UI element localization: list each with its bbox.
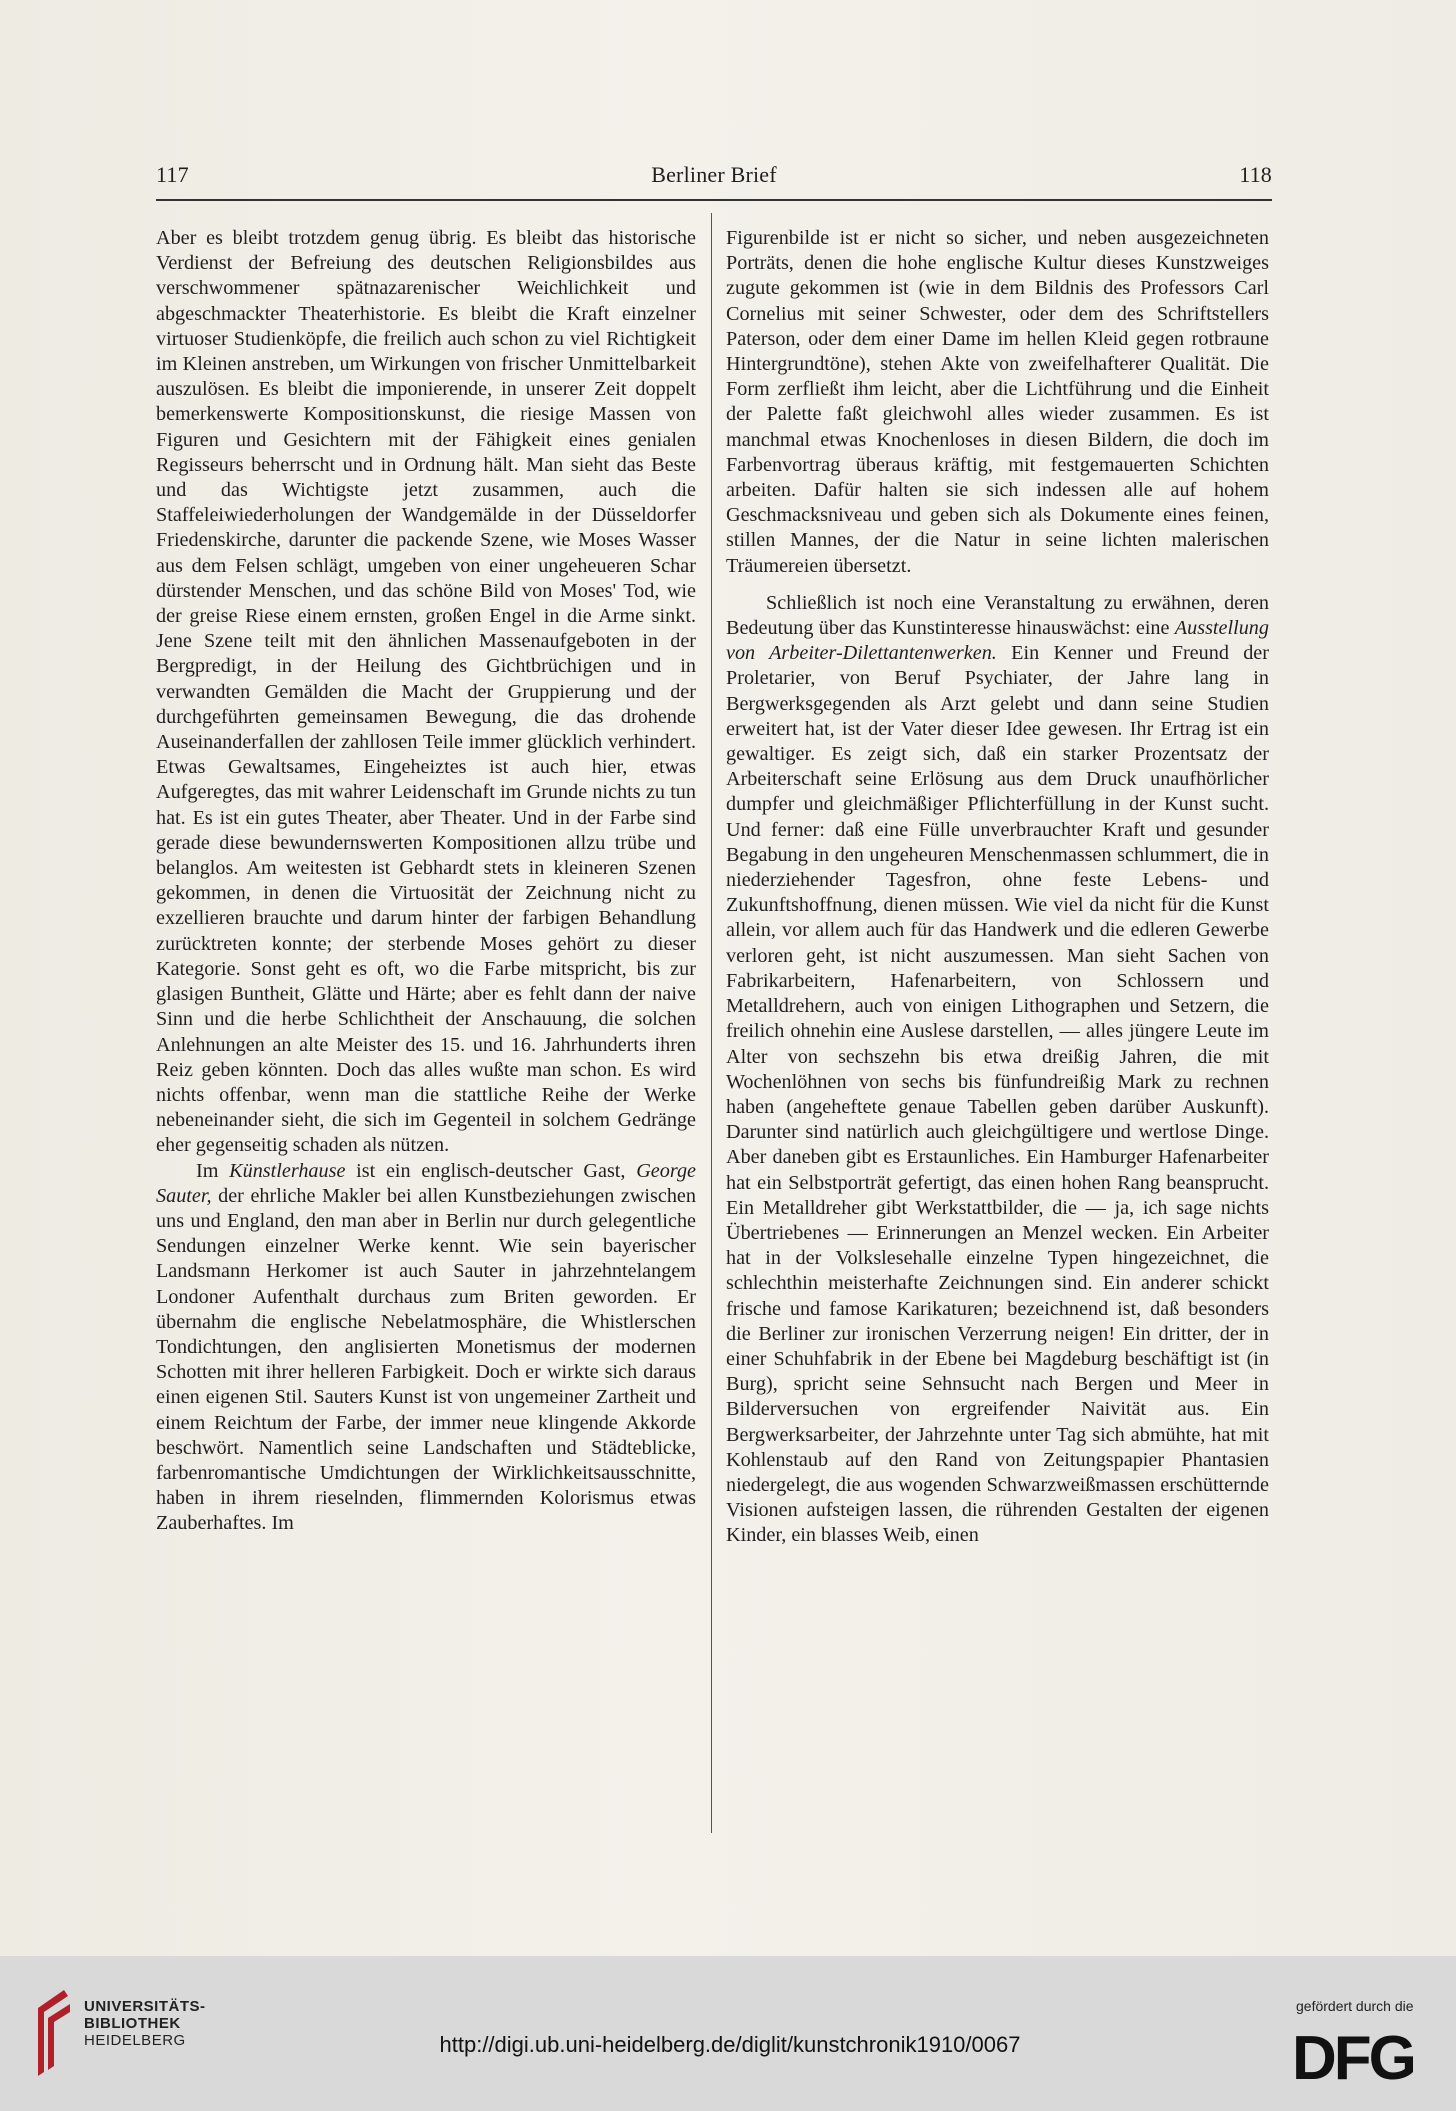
emphasis-kuenstlerhause: Künstlerhause <box>229 1159 346 1182</box>
page-number-right: 118 <box>1239 162 1272 187</box>
library-logo-icon <box>34 1986 74 2082</box>
text-run: Schließlich ist noch eine Veranstaltung zu erwähnen, deren Bedeutung über das Kunstinteresse hinauswächst: eine <box>726 591 1269 640</box>
permalink-url[interactable]: http://digi.ub.uni-heidelberg.de/diglit/kunstchronik1910/0067 <box>439 2032 1021 2057</box>
digitization-footer <box>0 1956 1456 2111</box>
right-paragraph-2 <box>726 591 1269 1549</box>
text-run: ist ein englisch-deutscher Gast, <box>345 1159 637 1182</box>
right-paragraph-1: Figurenbilde ist er nicht so sicher, und neben ausgezeichneten Porträts, denen die hohe englische Kultur dieses Kunstzweiges zugute gekommen ist (wie in dem Bildnis des Professors Carl Cornelius mit seiner Schwester, oder dem des Schriftstellers Paterson, oder dem einer Dame im hellen Kleid gegen rotbraune Hintergrundtöne), stehen Akte von zweifelhafterer Qualität. Die Form zerfließt ihm leicht, aber die Lichtführung und die Einheit der Palette faßt gleichwohl alles wieder zusammen. Es ist manchmal etwas Knochenloses in diesen Bildern, die doch im Farbenvortrag überaus kräftig, mit festgemauerten Schichten arbeiten. Dafür halten sie sich indessen alle auf hohem Geschmacksniveau und geben sich als Dokumente eines feinen, stillen Mannes, der die Natur in seine lichten malerischen Träumereien übersetzt. <box>726 227 1269 577</box>
emphasis-exhibition: Ausstellung von Arbeiter-Dilettantenwerken. <box>726 617 1269 665</box>
text-run: Im <box>196 1159 230 1182</box>
running-header <box>156 162 1272 192</box>
emphasis-george-sauter: George Sauter, <box>156 1159 696 1207</box>
left-column <box>156 226 696 1826</box>
library-name-line: BIBLIOTHEK <box>84 2015 181 2032</box>
column-divider <box>711 213 712 1833</box>
dfg-logo: DFG <box>1292 2024 1414 2093</box>
text-run: der ehrliche Makler bei allen Kunstbeziehungen zwischen uns und England, den man aber in Berlin nur durch gelegentliche Sendungen einzelner Werke kennt. Wie sein bayerischer Landsmann Herkomer ist auch Sauter in jahrzehntelangem Londoner Aufenthalt durchaus zum Briten geworden. Er übernahm die englische Nebelatmosphäre, die Whistlerschen Tondichtungen, den anglisierten Monetismus der modernen Schotten mit ihrer helleren Farbigkeit. Doch er wirkte sich daraus einen eigenen Stil. Sauters Kunst ist von ungemeiner Zartheit und einem Reichtum der Farbe, der immer neue klingende Akkorde beschwört. Namentlich seine Landschaften und Städteblicke, farbenromantische Umdichtungen der Wirklichkeitsausschnitte, haben in ihrem rieselnden, flimmernden Kolorismus etwas Zauberhaftes. Im <box>156 1184 696 1535</box>
text-run: Ein Kenner und Freund der Proletarier, von Beruf Psychiater, der Jahre lang in Bergwerksgegenden als Arzt gelebt und dann seine Studien erweitert hat, ist der Vater dieser Idee gewesen. Ihr Ertrag ist ein gewaltiger. Es zeigt sich, daß ein starker Prozentsatz der Arbeiterschaft seine Erlösung aus dem Druck unaufhörlicher dumpfer und gleichmäßiger Pflichterfüllung in der Kunst sucht. Und ferner: daß eine Fülle unverbrauchter Kraft und gesunder Begabung in den ungeheuren Menschenmassen schlummert, die in niederziehender Tagesfron, ohne feste Lebens- und Zukunftshoffnung, dienen müssen. Wie viel da nicht für die Kunst allein, vor allem auch für das Handwerk und die edleren Gewerbe verloren geht, ist nicht auszumessen. Man sieht Sachen von Fabrikarbeitern, Hafenarbeitern, von Schlossern und Metalldrehern, auch von einigen Lithographen und Setzern, die freilich ohnehin eine Auslese darstellen, — alles jüngere Leute im Alter von sechszehn bis etwa dreißig Jahren, die mit Wochenlöhnen von sechs bis fünfundreißig Mark zu rechnen haben (angeheftete genaue Tabellen geben darüber Auskunft). Darunter sind natürlich auch gleichgültigere und wertlose Dinge. Aber daneben gibt es Erstaunliches. Ein Hamburger Hafenarbeiter hat ein Selbstporträt gefertigt, das einen hohen Rang beansprucht. Ein Metalldreher gibt Werkstattbilder, die — ja, ich sage nichts Übertriebenes — Erinnerungen an Menzel wecken. Ein Arbeiter hat in der Volkslesehalle einzelne Typen hingezeichnet, die schlechthin meisterhafte Zeichnungen sind. Ein anderer schickt frische und famose Karikaturen; bezeichnend ist, daß besonders die Berliner zur ironischen Verzerrung neigen! Ein dritter, der in einer Schuhfabrik in der Ebene bei Magdeburg beschäftigt ist (in Burg), spricht seine Sehnsucht nach Bergen und Meer in Bilderversuchen von ergreifender Naivität aus. Ein Bergwerksarbeiter, der Jahrzehnte unter Tag sich abmühte, hat mit Kohlenstaub auf den Rand von Zeitungspapier Phantasien niedergelegt, die aus wogenden Schwarzweißmassen erschütternde Visionen aufsteigen lassen, die rührenden Gestalten der eigenen Kinder, ein blasses Weib, einen <box>726 642 1269 1547</box>
left-paragraph-1: Aber es bleibt trotzdem genug übrig. Es bleibt das historische Verdienst der Befreiung des deutschen Religionsbildes aus verschwommener spätnazarenischer Weichlichkeit und abgeschmackter Theaterhistorie. Es bleibt die Kraft einzelner virtuoser Studienköpfe, die freilich auch schon zu viel Richtigkeit im Kleinen anstreben, um Wirkungen von frischer Unmittelbarkeit auszulösen. Es bleibt die imponierende, in unserer Zeit doppelt bemerkenswerte Kompositionskunst, die riesige Massen von Figuren und Gesichtern mit der Fähigkeit eines genialen Regisseurs beherrscht und in Ordnung hält. Man sieht das Beste und das Wichtigste jetzt zusammen, auch die Staffeleiwiederholungen der Wandgemälde in der Düsseldorfer Friedenskirche, darunter die packende Szene, wie Moses Wasser aus dem Felsen schlägt, umgeben von einer ungeheueren Schar dürstender Menschen, und das schöne Bild von Moses' Tod, wie der greise Riese einem ernsten, großen Engel in die Arme sinkt. Jene Szene teilt mit den ähnlichen Massenaufgeboten in der Bergpredigt, in der Heilung des Gichtbrüchigen und in verwandten Gemälden die Macht der Gruppierung und der durchgeführten gemeinsamen Bewegung, die das drohende Auseinanderfallen der zahllosen Teile immer glücklich verhindert. Etwas Gewaltsames, Eingeheiztes ist auch hier, etwas Aufgeregtes, das mit wahrer Leidenschaft im Grunde nichts zu tun hat. Es ist ein gutes Theater, aber Theater. Und in der Farbe sind gerade diese bewundernswerten Kompositionen allzu trübe und belanglos. Am weitesten ist Gebhardt stets in kleineren Szenen gekommen, in denen die Virtuosität der Zeichnung nicht zu exzellieren brauchte und darum hinter der farbigen Behandlung zurücktreten konnte; der sterbende Moses gehört zu dieser Kategorie. Sonst geht es oft, wo die Farbe mitspricht, bis zur glasigen Buntheit, Glätte und Härte; aber es fehlt dann der naive Sinn und die herbe Schlichtheit der Anschauung, die solchen Anlehnungen an alte Meister des 15. und 16. Jahrhunderts ihren Reiz geben könnten. Doch das alles wußte man schon. Es wird nichts offenbar, wenn man die stattliche Reihe der Werke nebeneinander sieht, die sich im Gegenteil in solchem Gedränge eher gegenseitig schaden als nützen. <box>156 227 696 1157</box>
page-number-left: 117 <box>156 162 189 187</box>
library-name <box>84 1998 206 2049</box>
library-name-line: HEIDELBERG <box>84 2032 186 2049</box>
header-rule <box>156 199 1272 201</box>
funding-caption: gefördert durch die <box>1296 1998 1414 2014</box>
left-paragraph-2 <box>156 1159 696 1537</box>
library-name-line: UNIVERSITÄTS- <box>84 1998 206 2015</box>
running-title: Berliner Brief <box>651 162 777 187</box>
right-column <box>726 226 1269 1826</box>
